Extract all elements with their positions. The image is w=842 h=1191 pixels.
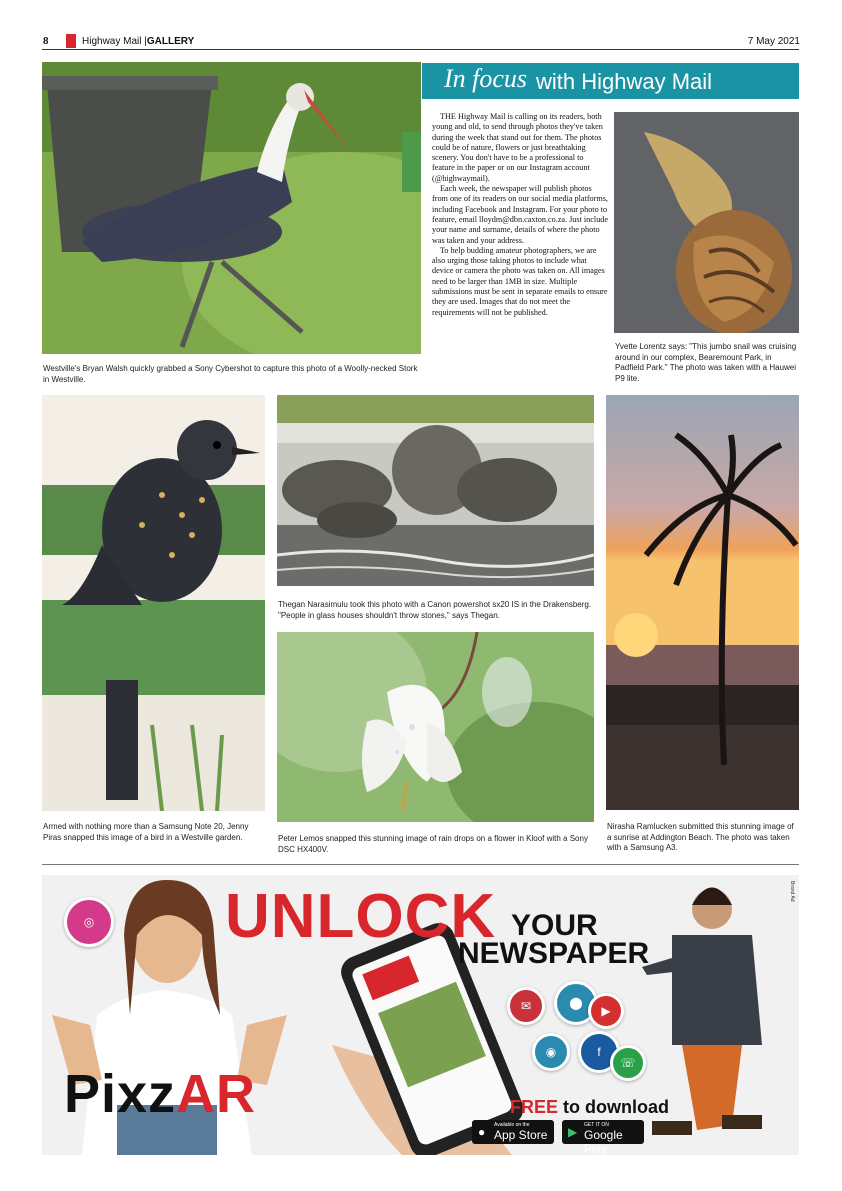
apple-icon: ● bbox=[478, 1125, 486, 1139]
ad-newspaper-text: NEWSPAPER bbox=[458, 937, 650, 970]
page-number: 8 bbox=[43, 35, 49, 47]
flower-caption: Peter Lemos snapped this stunning image of rain drops on a flower in Kloof with a Sony DSC HX400V. bbox=[278, 834, 588, 854]
sunrise-caption: Nirasha Ramlucken submitted this stunning image of a sunrise at Addington Beach. The photo was taken with a Samsung A3. bbox=[607, 822, 794, 852]
section-name: GALLERY bbox=[146, 36, 195, 47]
whatsapp-icon: ☏ bbox=[610, 1045, 646, 1081]
app-store-badge[interactable]: ● Available on the App Store bbox=[472, 1120, 554, 1144]
publication-line: Highway Mail |GALLERY bbox=[82, 36, 195, 47]
article-body bbox=[432, 112, 608, 318]
snail-photo bbox=[614, 112, 799, 333]
stork-photo bbox=[42, 62, 421, 354]
snail-caption: Yvette Lorentz says: "This jumbo snail was cruising around in our complex, Bearemount Park, in Padfield Park." The photo was taken with a Hauwei P9 lite. bbox=[615, 342, 797, 383]
ad-your-text: YOUR bbox=[511, 909, 598, 942]
flower-photo bbox=[277, 632, 594, 822]
stones-caption: Thegan Narasimulu took this photo with a Canon powershot sx20 IS in the Drakensberg. "People in glass houses shouldn't throw stones," says Thegan. bbox=[278, 600, 592, 620]
email-icon: ✉ bbox=[507, 987, 545, 1025]
stork-caption: Westville's Bryan Walsh quickly grabbed a Sony Cybershot to capture this photo of a Woolly-necked Stork in Westville. bbox=[43, 364, 418, 384]
sunrise-photo bbox=[606, 395, 799, 810]
stones-photo bbox=[277, 395, 594, 586]
ad-side-note: Brand Ad bbox=[789, 881, 795, 902]
article-paragraph: THE Highway Mail is calling on its readers, both young and old, to send through photos they've taken during the week that stand out for them. The photos could be of nature, flowers or just breathtaking scenery. You don't have to be a professional to feature in the paper or on our Instagram account (@highwaymail). bbox=[432, 112, 603, 183]
ad-unlock-text: UNLOCK bbox=[225, 882, 497, 951]
header-rule bbox=[42, 49, 799, 50]
bird-photo bbox=[42, 395, 265, 811]
article-paragraph: Each week, the newspaper will publish photos from one of its readers on our social media platforms, including Facebook and Instagram. For your photo to feature, email lloydm@dbn.caxton.co.za. Just include your name and surname, details of where the photo was taken and your address. bbox=[432, 184, 609, 245]
publication-name: Highway Mail bbox=[82, 36, 142, 47]
in-focus-banner bbox=[422, 63, 799, 99]
issue-date: 7 May 2021 bbox=[747, 36, 800, 47]
bird-caption: Armed with nothing more than a Samsung Note 20, Jenny Piras snapped this image of a bird in a Westville garden. bbox=[43, 822, 249, 842]
ad-separator bbox=[42, 864, 799, 865]
section-marker bbox=[66, 34, 76, 48]
banner-script-text: In focus bbox=[444, 64, 528, 93]
article-paragraph: To help budding amateur photographers, we are also urging those taking photos to include what device or camera the photo was taken on. All images need to be larger than 1MB in size. Multiple submissions must be sent in separate emails to ensure they are used. Images that do not meet the requirements will not be published. bbox=[432, 245, 608, 317]
pixzar-advertisement bbox=[42, 875, 799, 1155]
instagram-icon: ◎ bbox=[64, 897, 114, 947]
facebook-icon: f bbox=[578, 1031, 620, 1073]
youtube-icon: ▶ bbox=[588, 993, 624, 1029]
google-play-badge[interactable]: ▶ GET IT ON Google Play bbox=[562, 1120, 644, 1144]
camera-icon: ◉ bbox=[532, 1033, 570, 1071]
location-pin-icon: ⬤ bbox=[554, 981, 598, 1025]
banner-text: with Highway Mail bbox=[536, 69, 713, 94]
free-download-text: FREE to download bbox=[510, 1097, 670, 1117]
pixzar-logo: PixzAR bbox=[64, 1064, 257, 1124]
play-triangle-icon: ▶ bbox=[568, 1125, 578, 1139]
